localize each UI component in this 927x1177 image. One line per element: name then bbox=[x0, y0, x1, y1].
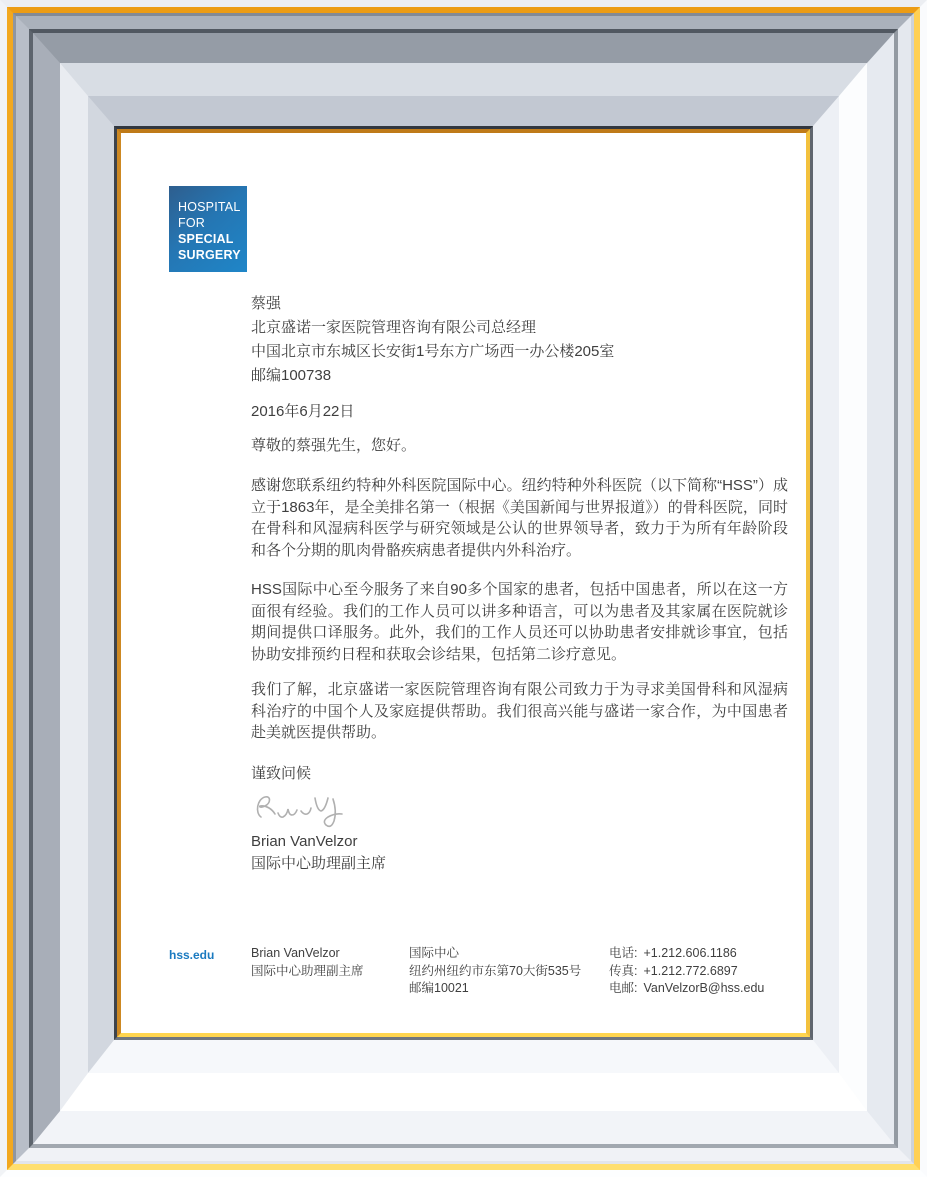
hss-website-link: hss.edu bbox=[169, 948, 215, 962]
signature-icon bbox=[251, 789, 351, 831]
recipient-postcode: 邮编100738 bbox=[251, 367, 332, 384]
letter-footer bbox=[169, 945, 788, 998]
frame-silver-band bbox=[16, 16, 911, 1161]
letter-date: 2016年6月22日 bbox=[251, 403, 355, 420]
letter-body bbox=[251, 292, 788, 875]
frame-dark-line-outer bbox=[29, 29, 898, 1148]
footer-phone-row bbox=[609, 945, 788, 963]
logo-line: SPECIAL bbox=[178, 232, 234, 246]
fax-label: 传真: bbox=[609, 963, 638, 978]
logo-line: FOR bbox=[178, 216, 205, 230]
frame-main-band-outer bbox=[33, 33, 894, 1144]
fax-number: +1.212.772.6897 bbox=[643, 963, 738, 978]
hss-logo bbox=[169, 186, 247, 272]
handwritten-signature bbox=[251, 789, 788, 831]
footer-contact-details-column bbox=[609, 945, 788, 998]
recipient-address: 中国北京市东城区长安街1号东方广场西一办公楼205室 bbox=[251, 343, 615, 360]
phone-label: 电话: bbox=[609, 946, 638, 960]
signature-title: 国际中心助理副主席 bbox=[251, 854, 387, 872]
frame-gold-band-inner bbox=[117, 129, 810, 1037]
footer-dept-address: 纽约州纽约市东第70大街535号 bbox=[409, 963, 582, 978]
footer-fax-row bbox=[609, 963, 788, 981]
logo-line: HOSPITAL bbox=[178, 200, 241, 214]
paragraph-1: 感谢您联系纽约特种外科医院国际中心。纽约特种外科医院（以下简称“HSS”）成立于1863年，是全美排名第一（根据《美国新闻与世界报道》）的骨科医院，同时在骨科和风湿病科医学与研究领域是公认的世界领导者，致力于为所有年龄阶段和各个分期的肌肉骨骼疾病患者提供内外科治疗。 bbox=[251, 477, 788, 559]
phone-number: +1.212.606.1186 bbox=[643, 946, 737, 960]
email-address: VanVelzorB@hss.edu bbox=[643, 981, 765, 995]
frame-gold-band-outer bbox=[7, 7, 920, 1170]
recipient-name: 蔡强 bbox=[251, 295, 282, 312]
email-label: 电邮: bbox=[609, 981, 638, 995]
frame-main-band-middle bbox=[60, 63, 867, 1111]
frame-layer bbox=[13, 13, 914, 1164]
footer-email-row bbox=[609, 980, 788, 998]
letter-paper bbox=[121, 133, 806, 1033]
footer-dept: 国际中心 bbox=[409, 946, 460, 960]
frame-main-band-inner bbox=[88, 96, 839, 1073]
frame-dark-line-inner bbox=[114, 126, 813, 1040]
footer-contact-name: Brian VanVelzor bbox=[251, 946, 340, 960]
footer-address-column bbox=[409, 945, 609, 998]
signature-name: Brian VanVelzor bbox=[251, 832, 358, 850]
salutation: 尊敬的蔡强先生，您好。 bbox=[251, 437, 417, 454]
paragraph-2: HSS国际中心至今服务了来自90多个国家的患者，包括中国患者，所以在这一方面很有经验。我们的工作人员可以讲多种语言，可以为患者及其家属在医院就诊期间提供口译服务。此外，我们的工作人员还可以协助患者安排就诊事宜，包括协助安排预约日程和获取会诊结果，包括第二诊疗意见。 bbox=[251, 581, 788, 663]
paragraph-3: 我们了解，北京盛诺一家医院管理咨询有限公司致力于为寻求美国骨科和风湿病科治疗的中国个人及家庭提供帮助。我们很高兴能与盛诺一家合作，为中国患者赴美就医提供帮助。 bbox=[251, 681, 788, 741]
footer-dept-postcode: 邮编10021 bbox=[409, 981, 469, 995]
footer-contact-column bbox=[251, 945, 409, 980]
footer-contact-title: 国际中心助理副主席 bbox=[251, 963, 364, 978]
closing-phrase: 谨致问候 bbox=[251, 764, 312, 782]
recipient-title: 北京盛诺一家医院管理咨询有限公司总经理 bbox=[251, 319, 537, 336]
logo-line: SURGERY bbox=[178, 248, 241, 262]
recipient-block bbox=[251, 292, 788, 388]
